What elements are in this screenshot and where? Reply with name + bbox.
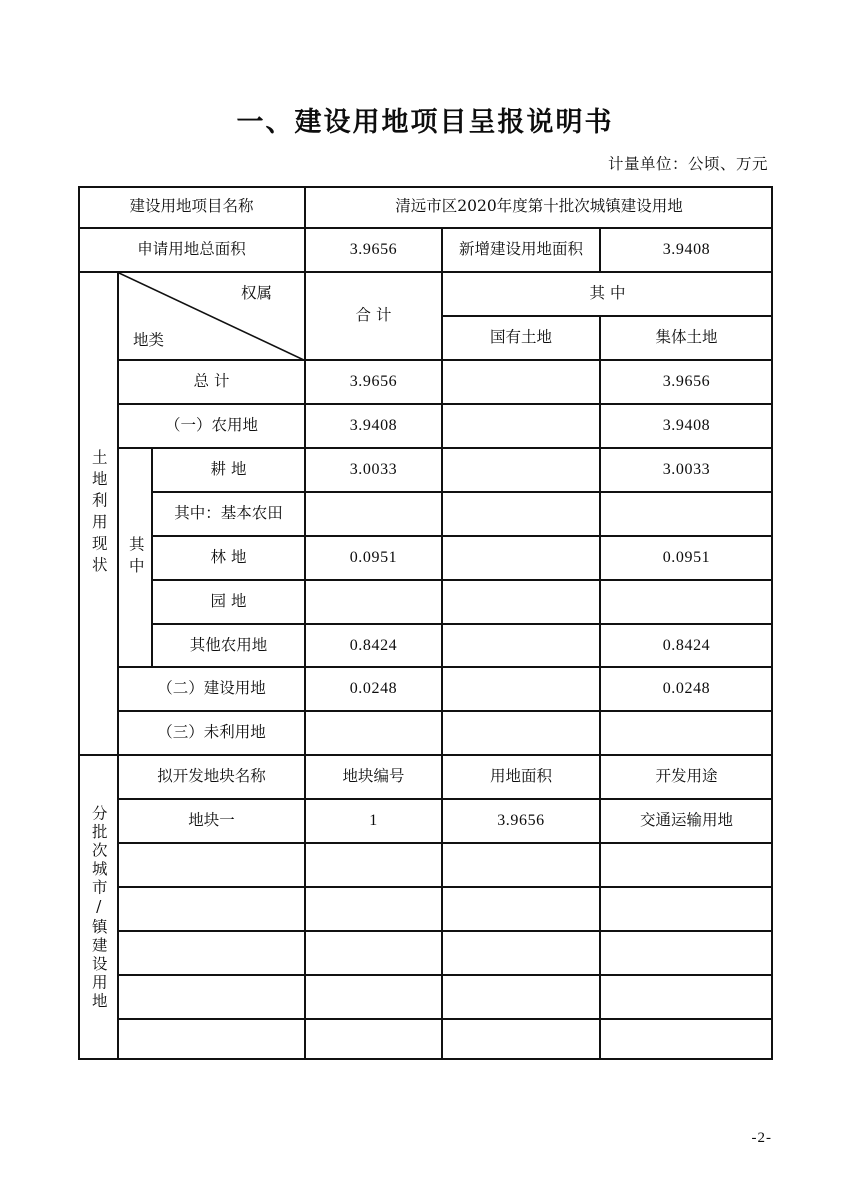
parcel-row-area [442, 843, 600, 887]
land-row-total: 3.0033 [305, 448, 442, 492]
land-row-label: 其他农用地 [152, 624, 305, 667]
parcel-row-code [305, 975, 442, 1019]
land-row-label: 其中：基本农田 [152, 492, 305, 536]
parcel-row-purpose [600, 887, 773, 931]
among-column-header: 其 中 [442, 272, 773, 316]
land-row-collective: 3.9656 [600, 360, 773, 404]
measurement-unit-note: 计量单位：公顷、万元 [607, 155, 768, 173]
parcel-row-purpose [600, 931, 773, 975]
new-construction-area-label: 新增建设用地面积 [442, 228, 600, 272]
parcel-row-purpose [600, 1019, 773, 1060]
parcel-row-code: 1 [305, 799, 442, 843]
land-row-label: 园 地 [152, 580, 305, 624]
parcel-row-name [118, 975, 305, 1019]
parcel-row-code [305, 1019, 442, 1060]
new-construction-area-value: 3.9408 [600, 228, 773, 272]
land-row-collective [600, 711, 773, 755]
land-row-state-owned [442, 448, 600, 492]
land-row-total: 3.9408 [305, 404, 442, 448]
land-row-collective: 0.0248 [600, 667, 773, 711]
project-name-label: 建设用地项目名称 [78, 186, 305, 228]
parcel-code-header: 地块编号 [305, 755, 442, 799]
page-title: 一、建设用地项目呈报说明书 [236, 107, 614, 138]
vertical-label-among-text: 其中 [126, 536, 145, 579]
land-row-label: 总 计 [118, 360, 305, 404]
land-row-state-owned [442, 404, 600, 448]
parcel-row-code [305, 843, 442, 887]
land-row-total: 0.8424 [305, 624, 442, 667]
land-row-label: 林 地 [152, 536, 305, 580]
parcel-row-area [442, 975, 600, 1019]
parcel-row-name [118, 931, 305, 975]
land-row-total: 0.0951 [305, 536, 442, 580]
land-row-state-owned [442, 667, 600, 711]
parcel-row-name [118, 887, 305, 931]
land-row-label: （三）未利用地 [118, 711, 305, 755]
land-row-state-owned [442, 492, 600, 536]
land-row-label: 耕 地 [152, 448, 305, 492]
parcel-row-purpose [600, 843, 773, 887]
total-application-area-label: 申请用地总面积 [78, 228, 305, 272]
total-column-header: 合 计 [305, 272, 442, 360]
parcel-row-purpose: 交通运输用地 [600, 799, 773, 843]
parcel-row-code [305, 887, 442, 931]
parcel-purpose-header: 开发用途 [600, 755, 773, 799]
land-row-total [305, 711, 442, 755]
land-row-state-owned [442, 580, 600, 624]
parcel-row-name [118, 843, 305, 887]
page-number: -2- [751, 1130, 772, 1146]
land-use-report-table [78, 186, 773, 1060]
parcel-row-name [118, 1019, 305, 1060]
land-row-total [305, 492, 442, 536]
vertical-label-land-use-status [78, 272, 118, 755]
parcel-row-name: 地块一 [118, 799, 305, 843]
land-row-state-owned [442, 624, 600, 667]
parcel-row-area [442, 931, 600, 975]
parcel-row-area [442, 887, 600, 931]
land-row-collective [600, 492, 773, 536]
vertical-label-among [118, 448, 152, 667]
land-row-label: （一）农用地 [118, 404, 305, 448]
land-row-collective: 0.0951 [600, 536, 773, 580]
land-row-total [305, 580, 442, 624]
project-name-value: 清远市区2020年度第十批次城镇建设用地 [305, 186, 773, 228]
parcel-row-code [305, 931, 442, 975]
land-row-collective [600, 580, 773, 624]
ownership-landtype-diagonal-header [118, 272, 305, 360]
state-owned-column-header: 国有土地 [442, 316, 600, 360]
total-application-area-value: 3.9656 [305, 228, 442, 272]
parcel-area-header: 用地面积 [442, 755, 600, 799]
vertical-label-land-use-status-text: 土地利用现状 [89, 449, 108, 578]
vertical-label-batch-urban-construction-land-text: 分批次城市/镇建设用地 [89, 804, 108, 1011]
collective-column-header: 集体土地 [600, 316, 773, 360]
parcel-row-area: 3.9656 [442, 799, 600, 843]
parcel-row-purpose [600, 975, 773, 1019]
land-row-state-owned [442, 360, 600, 404]
land-row-total: 3.9656 [305, 360, 442, 404]
parcel-name-header: 拟开发地块名称 [118, 755, 305, 799]
vertical-label-batch-urban-construction-land [78, 755, 118, 1060]
ownership-label: 权属 [240, 284, 272, 302]
land-row-collective: 3.9408 [600, 404, 773, 448]
land-row-label: （二）建设用地 [118, 667, 305, 711]
land-row-state-owned [442, 711, 600, 755]
parcel-row-area [442, 1019, 600, 1060]
land-row-state-owned [442, 536, 600, 580]
land-row-total: 0.0248 [305, 667, 442, 711]
land-row-collective: 0.8424 [600, 624, 773, 667]
land-row-collective: 3.0033 [600, 448, 773, 492]
landtype-label: 地类 [133, 331, 165, 349]
